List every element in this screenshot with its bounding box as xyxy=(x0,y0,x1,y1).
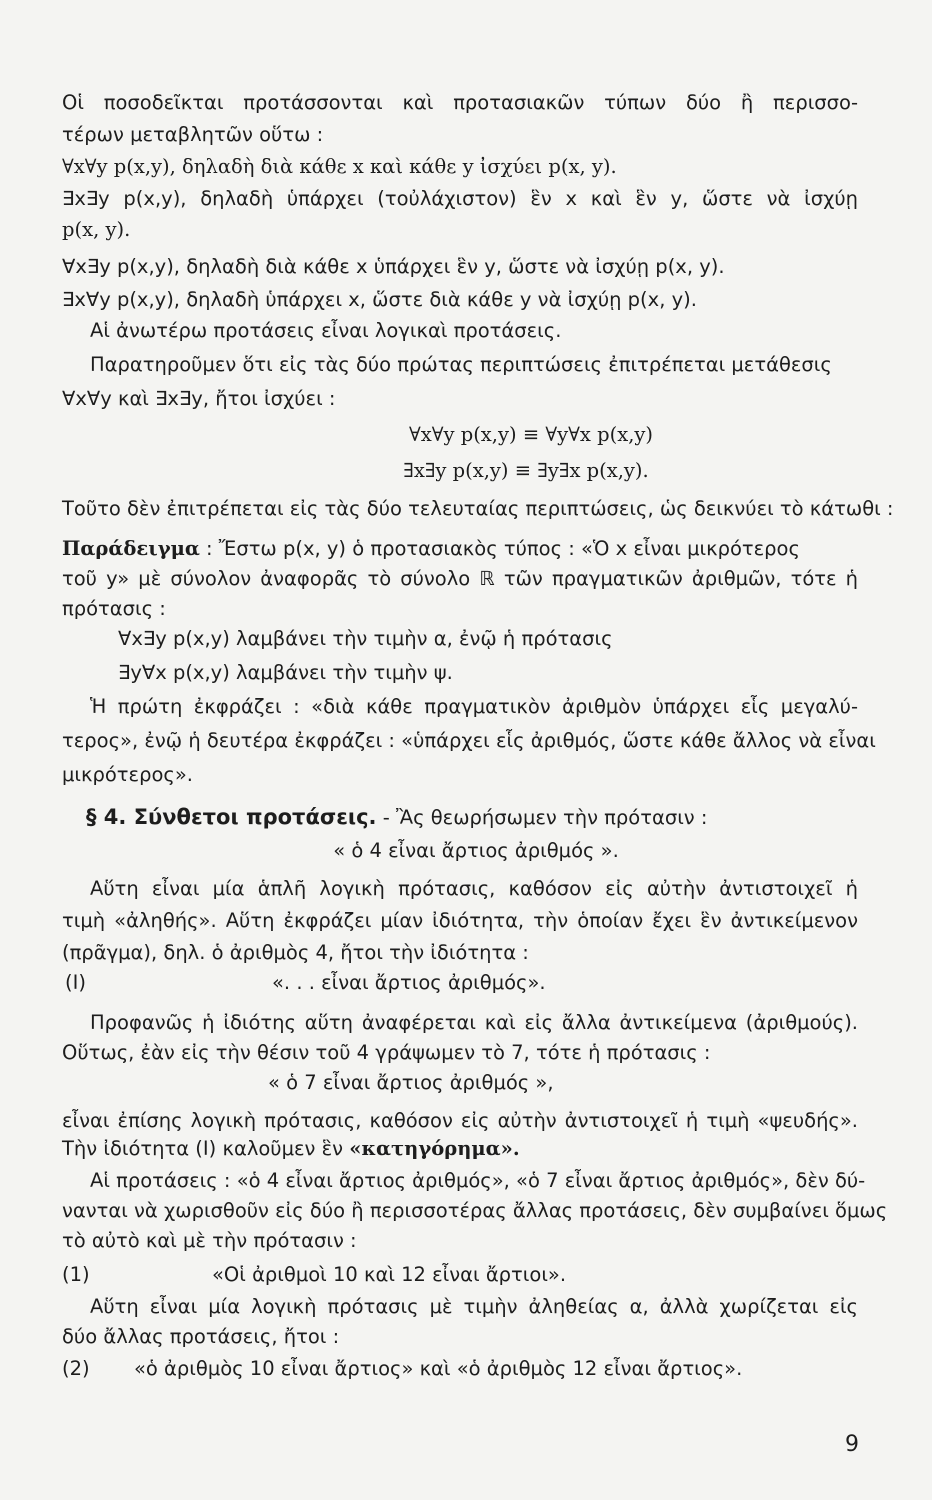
text-line: τερος», ἐνῷ ἡ δευτέρα ἐκφράζει : «ὑπάρχει εἷς ἀριθμός, ὥστε κάθε ἄλλος νὰ εἶναι xyxy=(62,729,876,752)
text-line: νανται νὰ χωρισθοῦν εἰς δύο ἢ περισσοτέρας ἄλλας προτάσεις, δὲν συμβαίνει ὅμως xyxy=(62,1199,888,1222)
text-line: μικρότερος». xyxy=(62,763,193,786)
label-I: (Ι) xyxy=(65,971,86,994)
section-heading-line xyxy=(86,804,707,831)
text-line: Οἱ ποσοδεῖκται προτάσσονται καὶ προτασιακῶν τύπων δύο ἢ περισσο- xyxy=(62,91,858,114)
section-heading: § 4. Σύνθετοι προτάσεις. xyxy=(86,805,377,829)
example-label: Παράδειγμα xyxy=(62,537,200,560)
page-number: 9 xyxy=(845,1432,859,1457)
text-line: Παρατηροῦμεν ὅτι εἰς τὰς δύο πρώτας περιπτώσεις ἐπιτρέπεται μετάθεσις xyxy=(90,353,832,376)
text-line xyxy=(62,1136,520,1162)
quoted-statement: «ὁ ἀριθμὸς 10 εἶναι ἄρτιος» καὶ «ὁ ἀριθμὸς 12 εἶναι ἄρτιος». xyxy=(134,1357,743,1380)
equation: ∃x∃y p(x,y) ≡ ∃y∃x p(x,y). xyxy=(403,459,649,482)
label-1: (1) xyxy=(62,1263,90,1286)
math-line: ∀x∃y p(x,y), δηλαδὴ διὰ κάθε x ὑπάρχει ἓν y, ὥστε νὰ ἰσχύῃ p(x, y). xyxy=(62,255,725,278)
text-line: τέρων μεταβλητῶν οὕτω : xyxy=(62,123,324,146)
quoted-statement: «Οἱ ἀριθμοὶ 10 καὶ 12 εἶναι ἄρτιοι». xyxy=(212,1263,567,1286)
text-line: Αὕτη εἶναι μία λογικὴ πρότασις μὲ τιμὴν ἀληθείας α, ἀλλὰ χωρίζεται εἰς xyxy=(90,1295,858,1318)
text-line: Οὕτως, ἐὰν εἰς τὴν θέσιν τοῦ 4 γράψωμεν τὸ 7, τότε ἡ πρότασις : xyxy=(62,1041,711,1064)
math-line: ∃x∃y p(x,y), δηλαδὴ ὑπάρχει (τοὐλάχιστον) ἓν x καὶ ἓν y, ὥστε νὰ ἰσχύῃ xyxy=(62,187,858,210)
math-line: ∀x∀y καὶ ∃x∃y, ἤτοι ἰσχύει : xyxy=(62,387,336,410)
example-line xyxy=(62,536,800,562)
math-line: ∀x∀y p(x,y), δηλαδὴ διὰ κάθε x καὶ κάθε y ἰσχύει p(x, y). xyxy=(62,155,617,178)
predicate-intro: Τὴν ἰδιότητα (Ι) καλοῦμεν ἓν xyxy=(62,1137,350,1160)
text-line: Αἱ προτάσεις : «ὁ 4 εἶναι ἄρτιος ἀριθμός», «ὁ 7 εἶναι ἄρτιος ἀριθμός», δὲν δύ- xyxy=(90,1169,866,1192)
text-line: Προφανῶς ἡ ἰδιότης αὕτη ἀναφέρεται καὶ εἰς ἄλλα ἀντικείμενα (ἀριθμούς). xyxy=(90,1011,858,1034)
text-line: Ἡ πρώτη ἐκφράζει : «διὰ κάθε πραγματικὸν ἀριθμὸν ὑπάρχει εἷς μεγαλύ- xyxy=(90,695,858,718)
math-line: ∃x∀y p(x,y), δηλαδὴ ὑπάρχει x, ὥστε διὰ κάθε y νὰ ἰσχύῃ p(x, y). xyxy=(62,288,697,311)
label-2: (2) xyxy=(62,1357,90,1380)
math-line: ∀x∃y p(x,y) λαμβάνει τὴν τιμὴν α, ἐνῷ ἡ πρότασις xyxy=(118,627,613,650)
quoted-statement: « ὁ 7 εἶναι ἄρτιος ἀριθμός », xyxy=(268,1071,554,1094)
text-line: τὸ αὐτὸ καὶ μὲ τὴν πρότασιν : xyxy=(62,1229,357,1252)
text-line: Τοῦτο δὲν ἐπιτρέπεται εἰς τὰς δύο τελευταίας περιπτώσεις, ὡς δεικνύει τὸ κάτωθι : xyxy=(62,497,894,520)
predicate-term: «κατηγόρημα». xyxy=(349,1137,520,1160)
example-text: : Ἔστω p(x, y) ὁ προτασιακὸς τύπος : «Ὁ x εἶναι μικρότερος xyxy=(199,537,800,560)
text-line: τιμὴ «ἀληθής». Αὕτη ἐκφράζει μίαν ἰδιότητα, τὴν ὁποίαν ἔχει ἓν ἀντικείμενον xyxy=(62,909,858,932)
text-line: Αὕτη εἶναι μία ἁπλῆ λογικὴ πρότασις, καθόσον εἰς αὐτὴν ἀντιστοιχεῖ ἡ xyxy=(90,877,858,900)
predicate-text: «. . . εἶναι ἄρτιος ἀριθμός». xyxy=(272,971,546,994)
math-line: p(x, y). xyxy=(62,218,131,241)
text-line: τοῦ y» μὲ σύνολον ἀναφορᾶς τὸ σύνολο ℝ τῶν πραγματικῶν ἀριθμῶν, τότε ἡ xyxy=(62,567,858,590)
text-line: πρότασις : xyxy=(62,597,166,620)
text-line: (πρᾶγμα), δηλ. ὁ ἀριθμὸς 4, ἤτοι τὴν ἰδιότητα : xyxy=(62,941,529,964)
text-line: εἶναι ἐπίσης λογικὴ πρότασις, καθόσον εἰς αὐτὴν ἀντιστοιχεῖ ἡ τιμὴ «ψευδής». xyxy=(62,1109,858,1132)
section-intro: - Ἂς θεωρήσωμεν τὴν πρότασιν : xyxy=(376,806,708,829)
text-line: Αἱ ἀνωτέρω προτάσεις εἶναι λογικαὶ προτάσεις. xyxy=(90,319,562,342)
quoted-statement: « ὁ 4 εἶναι ἄρτιος ἀριθμός ». xyxy=(333,839,619,862)
equation: ∀x∀y p(x,y) ≡ ∀y∀x p(x,y) xyxy=(408,423,654,446)
text-line: δύο ἄλλας προτάσεις, ἤτοι : xyxy=(62,1325,340,1348)
math-line: ∃y∀x p(x,y) λαμβάνει τὴν τιμὴν ψ. xyxy=(118,661,453,684)
